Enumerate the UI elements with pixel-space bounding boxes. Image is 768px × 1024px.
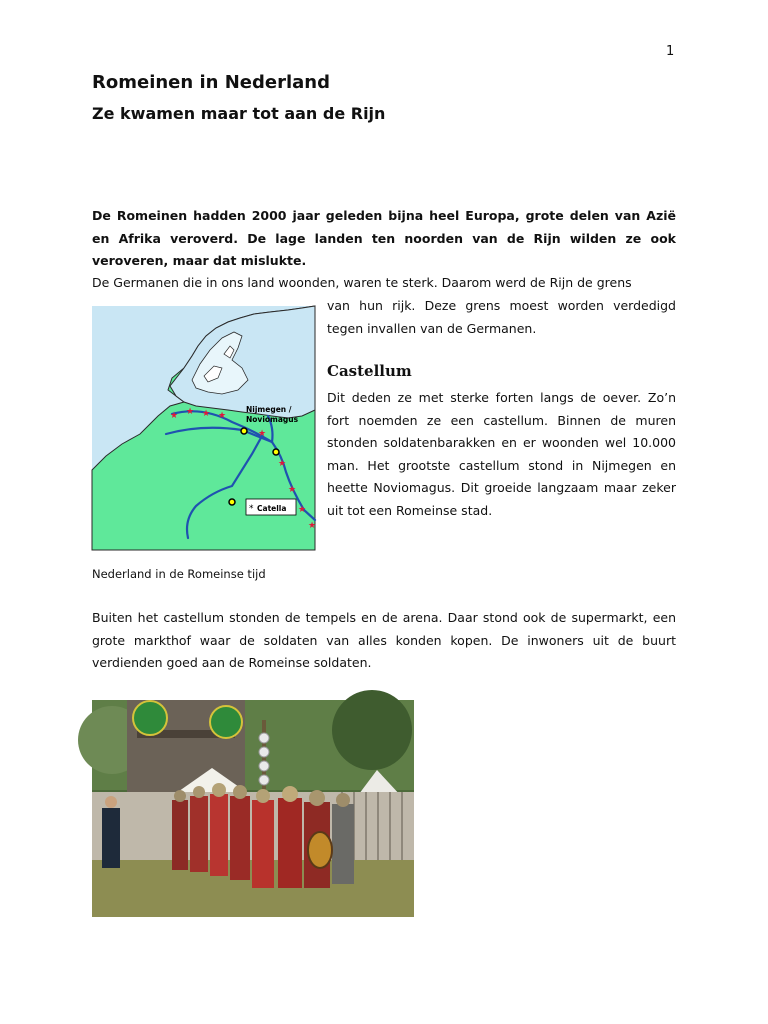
fort-star-icon: ★ bbox=[170, 411, 179, 421]
page-title: Romeinen in Nederland bbox=[92, 72, 330, 93]
castellum-paragraph: Dit deden ze met sterke forten langs de oever. Zo’n fort noemden ze een castellum. Binnen de muren stonden soldatenbarakken en er woonden wel 10.000 man. Het grootste castellum stond in Nijmegen en heette Noviomagus. Dit groeide langzaam maar zeker uit tot een Romeinse stad. bbox=[327, 390, 676, 518]
photo-shield-icon bbox=[210, 706, 242, 738]
intro-paragraph: De Romeinen hadden 2000 jaar geleden bijna heel Europa, grote delen van Azië en Afrika veroverd. De lage landen ten noorden van de Rijn wilden ze ook veroveren, maar dat mislukte. bbox=[92, 208, 676, 268]
photo-woman-head bbox=[105, 796, 117, 808]
photo-soldier-shield-icon bbox=[308, 832, 332, 868]
city-marker-icon bbox=[229, 499, 235, 505]
fort-star-icon: ★ bbox=[298, 505, 307, 515]
fort-star-icon: ★ bbox=[258, 429, 267, 439]
photo-woman-figure bbox=[102, 808, 120, 868]
photo-shield-icon bbox=[133, 701, 167, 735]
page-subtitle: Ze kwamen maar tot aan de Rijn bbox=[92, 104, 386, 123]
fort-star-icon: ★ bbox=[186, 407, 195, 417]
fort-star-icon: ★ bbox=[202, 409, 211, 419]
map-label-city-line1: Nijmegen / bbox=[246, 405, 292, 414]
map-caption: Nederland in de Romeinse tijd bbox=[92, 567, 266, 581]
roman-reenactment-photo bbox=[92, 700, 414, 917]
city-marker-nijmegen-icon bbox=[241, 428, 247, 434]
roman-netherlands-map bbox=[92, 306, 315, 550]
intro-continuation: van hun rijk. Deze grens moest worden verdedigd tegen invallen van de Germanen. bbox=[327, 298, 676, 336]
fort-star-icon: ★ bbox=[288, 485, 297, 495]
intro-line: De Germanen die in ons land woonden, waren te sterk. Daarom werd de Rijn de grens bbox=[92, 275, 632, 290]
fort-star-icon: ★ bbox=[308, 521, 317, 531]
fort-star-icon: ★ bbox=[278, 459, 287, 469]
page-number: 1 bbox=[666, 44, 675, 59]
city-marker-icon bbox=[273, 449, 279, 455]
castellum-heading: Castellum bbox=[327, 362, 412, 380]
buiten-paragraph: Buiten het castellum stonden de tempels en de arena. Daar stond ook de supermarkt, een grote markthof waar de soldaten van alles konden kopen. De inwoners uit de buurt verdienden goed aan de Romeinse soldaten. bbox=[92, 610, 676, 670]
photo-tree bbox=[332, 690, 412, 770]
fort-star-icon: ★ bbox=[218, 411, 227, 421]
map-label-city-line2: Noviomagus bbox=[246, 415, 299, 424]
map-legend-label: Catella bbox=[257, 504, 287, 513]
legend-star-icon: * bbox=[249, 504, 254, 514]
